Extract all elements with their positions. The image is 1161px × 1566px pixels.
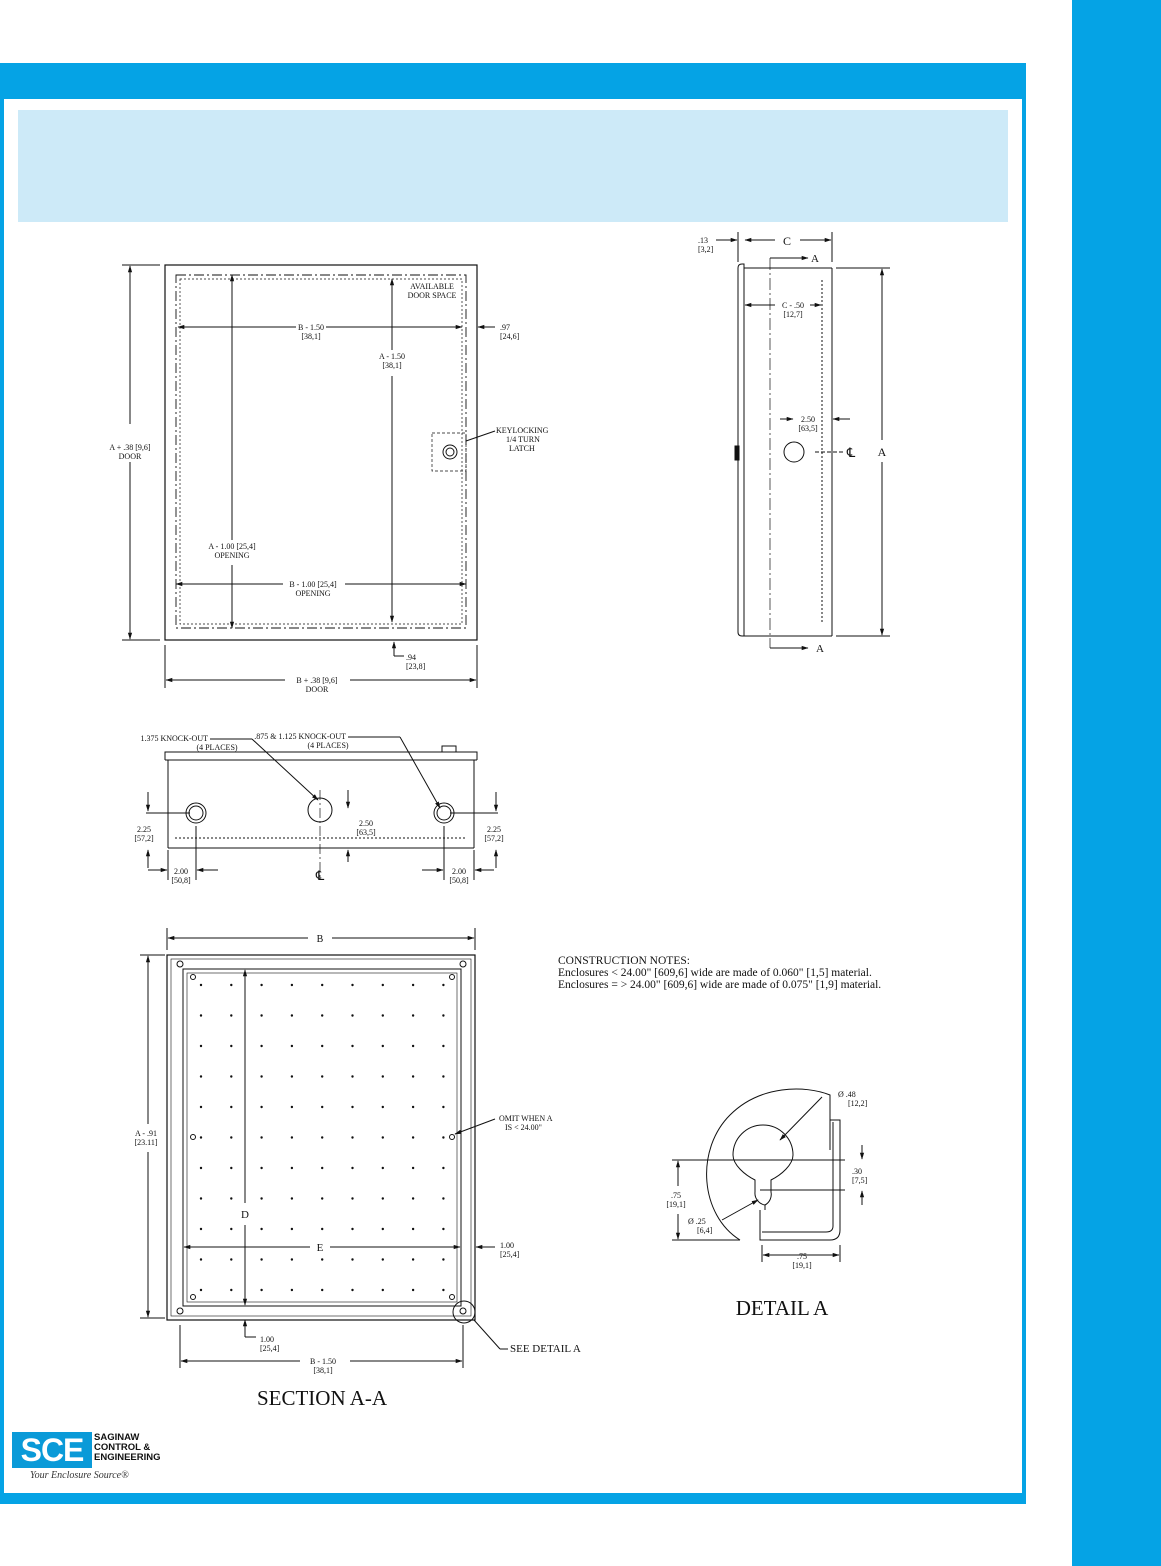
dia-48-dim: Ø .48: [838, 1090, 856, 1099]
right-200-mm: [50,8]: [449, 876, 469, 885]
panel-hole: [230, 1228, 232, 1230]
panel-hole: [351, 1136, 353, 1138]
notes-line-1: Enclosures < 24.00" [609,6] wide are made of 0.060" [1,5] material.: [558, 967, 872, 979]
panel-hole: [442, 1075, 444, 1077]
section-b150-dim: B - 1.50: [310, 1357, 336, 1366]
section-a-top: A: [811, 253, 819, 265]
panel-hole: [321, 1197, 323, 1199]
see-detail-label: SEE DETAIL A: [510, 1343, 581, 1355]
panel-hole: [200, 1014, 202, 1016]
panel-hole: [442, 1258, 444, 1260]
c-50-dim: C - .50: [782, 301, 804, 310]
dim-75-bottom: .75: [797, 1252, 807, 1261]
panel-hole: [291, 1197, 293, 1199]
a-150-dim: A - 1.50: [379, 352, 405, 361]
panel-hole: [200, 1075, 202, 1077]
panel-hole: [230, 984, 232, 986]
panel-hole: [291, 1014, 293, 1016]
panel-hole: [260, 1167, 262, 1169]
detail-title: DETAIL A: [735, 1296, 829, 1320]
panel-hole: [321, 1075, 323, 1077]
a-150-mm: [38,1]: [382, 361, 402, 370]
dim-75-left-mm: [19,1]: [666, 1200, 686, 1209]
b-100-label: OPENING: [295, 589, 331, 598]
left-225-mm: [57,2]: [134, 834, 154, 843]
panel-hole: [200, 1228, 202, 1230]
panel-hole: [291, 1228, 293, 1230]
panel-hole: [351, 1289, 353, 1291]
panel-hole: [382, 1045, 384, 1047]
panel-hole: [382, 1075, 384, 1077]
ko-875-places: (4 PLACES): [307, 741, 349, 750]
panel-hole: [442, 1106, 444, 1108]
a-91-mm: [23.11]: [134, 1138, 158, 1147]
section-b-dim: B: [316, 934, 324, 945]
a-100-dim: A - 1.00 [25,4]: [208, 542, 256, 551]
panel-hole: [442, 984, 444, 986]
panel-hole: [321, 1289, 323, 1291]
dia-48-mm: [12,2]: [848, 1099, 868, 1108]
b-door-label: DOOR: [305, 685, 329, 694]
bottom-centerline: ℄: [315, 868, 325, 883]
front-view-labels: [109, 282, 548, 694]
right-100-dim: 1.00: [500, 1241, 514, 1250]
dia-25-mm: [6,4]: [697, 1226, 713, 1235]
panel-hole: [351, 1045, 353, 1047]
panel-hole: [412, 1014, 414, 1016]
sce-logo: [12, 1432, 162, 1487]
b-door-dim: B + .38 [9,6]: [296, 676, 338, 685]
panel-hole: [230, 1289, 232, 1291]
b-150-mm: [38,1]: [301, 332, 321, 341]
panel-hole: [291, 1106, 293, 1108]
dim-30: .30: [852, 1167, 862, 1176]
section-a-bottom: A: [816, 643, 824, 655]
panel-hole: [260, 1075, 262, 1077]
construction-notes: [558, 955, 881, 991]
panel-hole: [260, 984, 262, 986]
dim-97: .97: [500, 323, 510, 332]
panel-hole: [230, 1258, 232, 1260]
section-title: SECTION A-A: [256, 1386, 388, 1410]
dim-94: .94: [406, 653, 416, 662]
logo-line-1: SAGINAW: [94, 1432, 140, 1443]
panel-hole: [260, 1014, 262, 1016]
panel-hole: [351, 1228, 353, 1230]
side-view: [716, 232, 890, 648]
panel-hole: [351, 1167, 353, 1169]
a-100-label: OPENING: [214, 551, 250, 560]
panel-hole: [412, 1075, 414, 1077]
door-space-label: DOOR SPACE: [407, 291, 457, 300]
panel-hole: [200, 1258, 202, 1260]
a-door-label: DOOR: [118, 452, 142, 461]
panel-hole: [200, 1197, 202, 1199]
a-91-dim: A - .91: [135, 1129, 157, 1138]
panel-hole: [260, 1197, 262, 1199]
detail-a-labels: [666, 1090, 867, 1320]
panel-hole: [321, 1045, 323, 1047]
panel-hole: [200, 984, 202, 986]
panel-hole: [260, 1289, 262, 1291]
right-100-mm: [25,4]: [500, 1250, 520, 1259]
left-225-dim: 2.25: [137, 825, 151, 834]
side-250-mm: [63,5]: [798, 424, 818, 433]
panel-hole: [351, 1075, 353, 1077]
panel-hole: [351, 1014, 353, 1016]
panel-hole: [200, 1167, 202, 1169]
b-100-dim: B - 1.00 [25,4]: [289, 580, 337, 589]
panel-hole: [291, 1075, 293, 1077]
panel-hole: [230, 1167, 232, 1169]
panel-hole: [382, 1289, 384, 1291]
left-200-mm: [50,8]: [171, 876, 191, 885]
right-225-mm: [57,2]: [484, 834, 504, 843]
panel-hole: [260, 1136, 262, 1138]
panel-hole: [442, 1014, 444, 1016]
panel-hole: [321, 1136, 323, 1138]
panel-hole: [351, 1197, 353, 1199]
panel-hole: [382, 1136, 384, 1138]
panel-hole: [200, 1289, 202, 1291]
dim-13-mm: [3,2]: [698, 245, 714, 254]
section-view: [140, 928, 508, 1368]
section-b150-mm: [38,1]: [313, 1366, 333, 1375]
panel-hole: [260, 1228, 262, 1230]
detail-a-drawing: [672, 1089, 862, 1262]
panel-hole: [412, 1289, 414, 1291]
panel-hole: [230, 1075, 232, 1077]
c-dim: C: [782, 234, 792, 248]
panel-hole: [351, 1106, 353, 1108]
panel-hole: [442, 1045, 444, 1047]
panel-hole: [442, 1167, 444, 1169]
panel-hole: [382, 1197, 384, 1199]
a-height-dim: A: [877, 445, 887, 459]
ko-1375-places: (4 PLACES): [196, 743, 238, 752]
panel-hole: [412, 1258, 414, 1260]
panel-hole: [321, 1106, 323, 1108]
panel-hole: [230, 1106, 232, 1108]
panel-hole: [442, 1228, 444, 1230]
panel-hole: [382, 1167, 384, 1169]
panel-hole: [291, 1045, 293, 1047]
e-dim: E: [316, 1242, 324, 1254]
panel-hole: [260, 1045, 262, 1047]
c-50-mm: [12,7]: [783, 310, 803, 319]
right-200-dim: 2.00: [452, 867, 466, 876]
panel-hole: [412, 984, 414, 986]
panel-hole: [412, 1136, 414, 1138]
panel-hole: [260, 1106, 262, 1108]
mid-250-dim: 2.50: [359, 819, 373, 828]
mid-250-mm: [63,5]: [356, 828, 376, 837]
keylocking-label: KEYLOCKING: [496, 426, 549, 435]
panel-hole: [321, 1167, 323, 1169]
panel-hole: [412, 1228, 414, 1230]
logo-mark: SCE: [12, 1432, 92, 1468]
ko-1375-label: 1.375 KNOCK-OUT: [140, 734, 208, 743]
dim-13: .13: [698, 236, 708, 245]
notes-line-2: Enclosures = > 24.00" [609,6] wide are made of 0.075" [1,9] material.: [558, 979, 882, 991]
d-dim: D: [241, 1209, 249, 1221]
left-200-dim: 2.00: [174, 867, 188, 876]
panel-hole: [442, 1197, 444, 1199]
panel-hole: [321, 1258, 323, 1260]
section-view-labels: [134, 934, 580, 1410]
bottom-view-labels: [134, 732, 504, 885]
panel-hole: [351, 984, 353, 986]
panel-hole: [442, 1289, 444, 1291]
logo-company-name: [94, 1433, 164, 1463]
dim-94-mm: [23,8]: [406, 662, 426, 671]
panel-hole: [412, 1045, 414, 1047]
dim-75-bottom-mm: [19,1]: [792, 1261, 812, 1270]
logo-tagline: Your Enclosure Source®: [30, 1470, 129, 1481]
panel-hole: [230, 1014, 232, 1016]
panel-hole: [230, 1045, 232, 1047]
dia-25-dim: Ø .25: [688, 1217, 706, 1226]
panel-hole: [230, 1197, 232, 1199]
panel-hole: [412, 1197, 414, 1199]
panel-hole: [291, 1289, 293, 1291]
dim-75-left: .75: [671, 1191, 681, 1200]
side-centerline: ℄: [846, 445, 856, 460]
bottom-view: [146, 737, 498, 880]
panel-hole: [291, 1136, 293, 1138]
panel-hole: [382, 1014, 384, 1016]
panel-hole: [200, 1136, 202, 1138]
panel-hole: [321, 1228, 323, 1230]
bottom-100-dim: 1.00: [260, 1335, 274, 1344]
notes-heading: CONSTRUCTION NOTES:: [558, 955, 690, 967]
panel-hole: [382, 1258, 384, 1260]
panel-hole: [321, 1014, 323, 1016]
panel-hole: [291, 1258, 293, 1260]
panel-hole: [382, 1106, 384, 1108]
side-view-labels: [698, 234, 887, 655]
b-150-dim: B - 1.50: [298, 323, 324, 332]
panel-hole: [291, 1167, 293, 1169]
panel-hole: [200, 1045, 202, 1047]
panel-hole: [412, 1106, 414, 1108]
latch-label: LATCH: [509, 444, 535, 453]
ko-875-label: .875 & 1.125 KNOCK-OUT: [254, 732, 346, 741]
omit-label: OMIT WHEN A: [499, 1114, 553, 1123]
bottom-100-mm: [25,4]: [260, 1344, 280, 1353]
side-250-dim: 2.50: [801, 415, 815, 424]
available-label: AVAILABLE: [410, 282, 454, 291]
dim-97-mm: [24,6]: [500, 332, 520, 341]
logo-line-3: ENGINEERING: [94, 1452, 161, 1463]
right-225-dim: 2.25: [487, 825, 501, 834]
panel-hole: [382, 984, 384, 986]
dim-30-mm: [7,5]: [852, 1176, 868, 1185]
a-door-dim: A + .38 [9,6]: [109, 443, 151, 452]
turn-label: 1/4 TURN: [506, 435, 540, 444]
logo-line-2: CONTROL &: [94, 1442, 151, 1453]
panel-hole: [351, 1258, 353, 1260]
omit-label-2: IS < 24.00": [505, 1123, 542, 1132]
panel-hole: [321, 984, 323, 986]
panel-hole: [200, 1106, 202, 1108]
panel-hole: [412, 1167, 414, 1169]
panel-hole: [230, 1136, 232, 1138]
panel-hole: [260, 1258, 262, 1260]
panel-hole: [291, 984, 293, 986]
panel-hole: [442, 1136, 444, 1138]
panel-hole: [382, 1228, 384, 1230]
